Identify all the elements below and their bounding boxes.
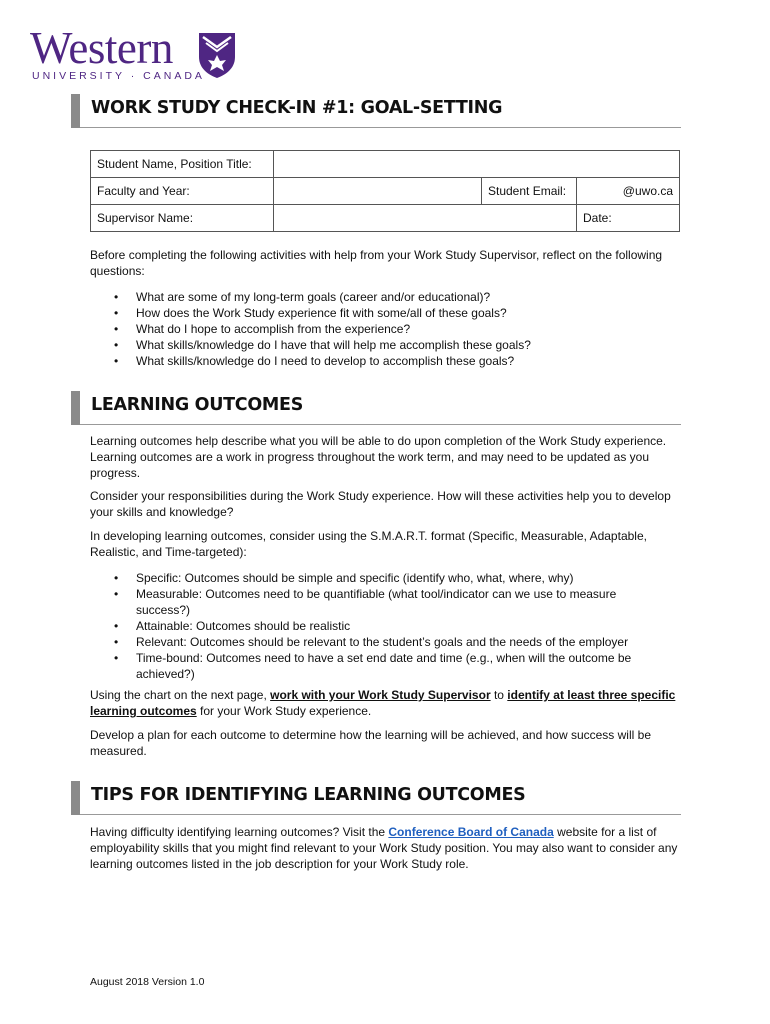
outcomes-paragraph-5: Develop a plan for each outcome to determine how the learning will be achieved, and how success will be measured. [90,728,651,758]
outcomes-paragraph-4 [90,687,685,719]
text-span: to [490,688,508,702]
logo-subtitle: UNIVERSITY · CANADA [32,70,205,82]
footer-version: August 2018 Version 1.0 [90,976,205,988]
goal-intro: Before completing the following activities with help from your Work Study Supervisor, reflect on the following questions: [90,248,663,278]
crest-icon [197,31,237,79]
supervisor-label: Supervisor Name: [91,205,274,232]
list-item: • What skills/knowledge do I have that will help me accomplish these goals? [110,337,670,353]
student-name-label: Student Name, Position Title: [91,151,274,178]
list-item: • Measurable: Outcomes need to be quantifiable (what tool/indicator can we use to measure success?) [110,586,670,618]
western-logo [30,23,245,88]
text-span: Using the chart on the next page, [90,688,271,702]
supervisor-field[interactable] [274,205,577,232]
logo-wordmark: Western [30,23,173,73]
section-tips [71,781,681,815]
emphasis-supervisor: work with your Work Study Supervisor [270,688,491,702]
reflection-questions [110,289,670,369]
date-label: Date: [583,211,612,225]
list-item: • What do I hope to accomplish from the experience? [110,321,670,337]
outcomes-paragraph-1: Learning outcomes help describe what you will be able to do upon completion of the Work Study experience. Learning outcomes are a work in progress throughout the work term, and may need to be updated as you progress. [90,434,667,480]
section-learning-outcomes [71,391,681,425]
conference-board-link[interactable]: Conference Board of Canada [388,825,554,839]
outcomes-paragraph-2: Consider your responsibilities during the Work Study experience. How will these activities help you to develop your skills and knowledge? [90,489,671,519]
email-label: Student Email: [482,178,577,205]
list-item: • Relevant: Outcomes should be relevant to the student’s goals and the needs of the employer [110,634,670,650]
faculty-label: Faculty and Year: [91,178,274,205]
list-item: • Time-bound: Outcomes need to have a set end date and time (e.g., when will the outcome be achieved?) [110,650,670,682]
student-info-table [90,150,680,232]
list-item: • Specific: Outcomes should be simple and specific (identify who, what, where, why) [110,570,670,586]
student-name-field[interactable] [274,151,680,178]
section-title: WORK STUDY CHECK-IN #1: GOAL-SETTING [91,98,503,118]
list-item: • Attainable: Outcomes should be realistic [110,618,670,634]
section-title: LEARNING OUTCOMES [91,395,304,415]
date-field[interactable] [577,205,680,232]
tips-paragraph [90,824,685,872]
smart-list [110,570,670,682]
faculty-field[interactable] [274,178,482,205]
list-item: • How does the Work Study experience fit with some/all of these goals? [110,305,670,321]
text-span: for your Work Study experience. [196,704,372,718]
emphasis-outcomes: identify at least three specific learning outcomes [90,688,676,718]
outcomes-paragraph-3: In developing learning outcomes, consider using the S.M.A.R.T. format (Specific, Measurable, Adaptable, Realistic, and Time-targeted): [90,529,647,559]
section-goal-setting [71,94,681,128]
section-title: TIPS FOR IDENTIFYING LEARNING OUTCOMES [91,785,526,805]
text-span: Having difficulty identifying learning outcomes? Visit the [90,825,389,839]
email-field[interactable]: @uwo.ca [577,178,680,205]
text-span: website for a list of employability skills that you might find relevant to your Work Study position. You may also want to consider any learning outcomes listed in the job description for your Work Study role. [90,825,678,871]
list-item: • What are some of my long-term goals (career and/or educational)? [110,289,670,305]
list-item: • What skills/knowledge do I need to develop to accomplish these goals? [110,353,670,369]
